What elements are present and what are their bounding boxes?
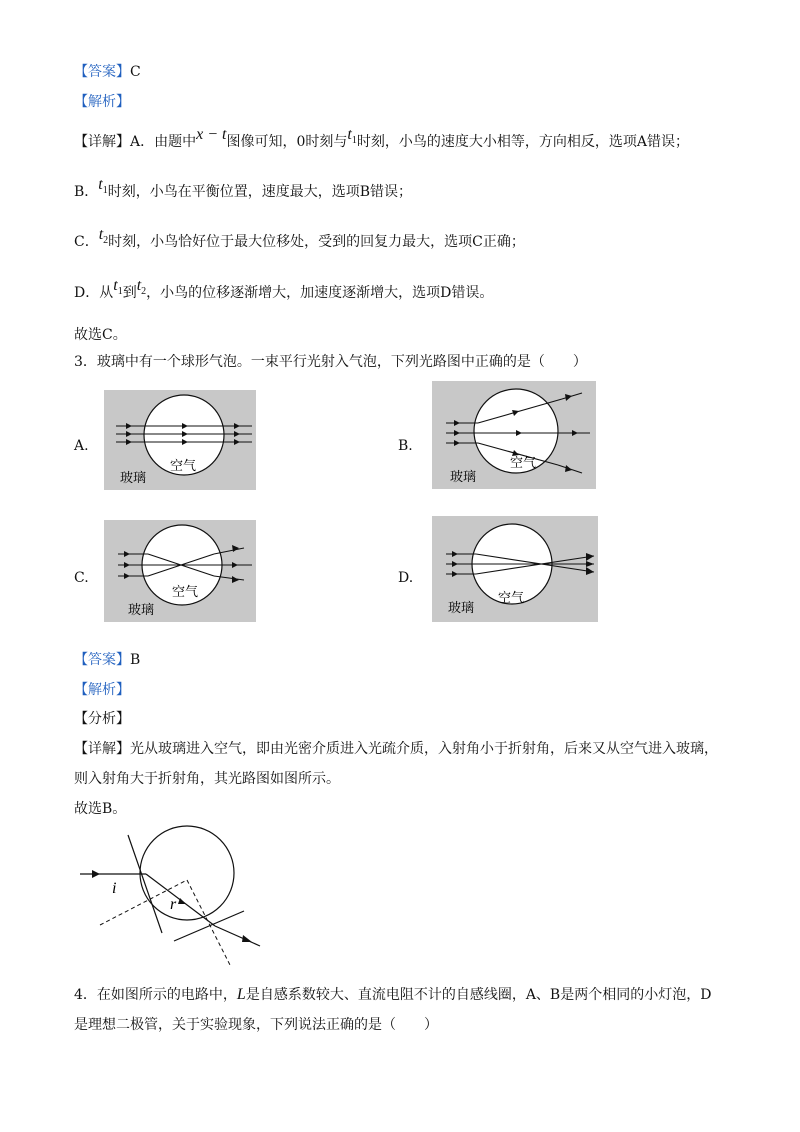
detail-tag: 【详解】 bbox=[74, 134, 130, 150]
t1-math: $t_1$ bbox=[347, 126, 357, 147]
option-b-label: B. bbox=[398, 438, 413, 454]
q3-fenxi-tag: 【分析】 bbox=[74, 711, 130, 727]
q2-analysis-tag: 【解析】 bbox=[74, 94, 130, 110]
tangent-line bbox=[128, 835, 162, 933]
glass-label: 玻璃 bbox=[120, 471, 147, 486]
arrowhead bbox=[242, 935, 252, 942]
answer-value: C bbox=[130, 64, 141, 80]
q2-detail-a bbox=[74, 126, 689, 158]
detail-c-text-2: 时刻，小鸟恰好位于最大位移处，受到的回复力最大，选项C正确； bbox=[108, 234, 525, 250]
emergent-ray bbox=[215, 926, 260, 946]
normal-line bbox=[187, 880, 230, 965]
glass-label: 玻璃 bbox=[128, 603, 155, 618]
option-d-diagram bbox=[432, 516, 598, 622]
detail-b-text-2: 时刻，小鸟在平衡位置，速度最大，选项B错误； bbox=[107, 184, 413, 200]
q3-analysis-tag: 【解析】 bbox=[74, 682, 130, 698]
detail-tag: 【详解】 bbox=[74, 741, 130, 757]
arrowheads bbox=[586, 553, 594, 575]
option-a-label: A. bbox=[74, 438, 89, 454]
answer-tag: 【答案】 bbox=[74, 64, 130, 80]
arrowhead bbox=[92, 870, 100, 878]
option-c-diagram bbox=[104, 520, 256, 622]
q2-detail-c bbox=[74, 226, 525, 258]
refraction-diagram bbox=[80, 825, 280, 975]
answer-tag: 【答案】 bbox=[74, 652, 130, 668]
air-label: 空气 bbox=[510, 456, 537, 471]
detail-a-text-3: 时刻，小鸟的速度大小相等，方向相反，选项A错误； bbox=[356, 134, 689, 150]
x-t-math: x − t bbox=[196, 126, 227, 143]
air-label: 空气 bbox=[498, 591, 525, 606]
angle-r-label: r bbox=[170, 896, 177, 913]
option-b-diagram bbox=[432, 381, 596, 489]
q3-detail-line1 bbox=[74, 739, 718, 759]
q3-conclusion: 故选B。 bbox=[74, 801, 127, 817]
answer-value: B bbox=[130, 652, 141, 668]
q4-text-2: 是自感系数较大、直流电阻不计的自感线圈，A、B是两个相同的小灯泡，D bbox=[245, 987, 712, 1003]
t1-math: $t_1$ bbox=[113, 277, 123, 298]
air-label: 空气 bbox=[172, 585, 199, 600]
q4-text-1: 4．在如图所示的电路中， bbox=[74, 987, 237, 1003]
angle-i-label: i bbox=[112, 880, 117, 897]
q3-answer-line bbox=[74, 650, 140, 670]
detail-d-text-3: ，小鸟的位移逐渐增大，加速度逐渐增大，选项D错误。 bbox=[146, 285, 494, 301]
q2-conclusion: 故选C。 bbox=[74, 327, 127, 343]
inductor-symbol: L bbox=[236, 986, 246, 1003]
arrowheads bbox=[234, 423, 240, 445]
tangent-line bbox=[174, 911, 244, 941]
q2-detail-d bbox=[74, 277, 494, 309]
detail-a-text-2: 图像可知，0时刻与 bbox=[226, 134, 348, 150]
q4-stem-line2: 是理想二极管，关于实验现象，下列说法正确的是（ ） bbox=[74, 1017, 438, 1033]
air-bubble bbox=[140, 826, 234, 920]
q2-answer-line bbox=[74, 62, 141, 82]
q3-stem: 3．玻璃中有一个球形气泡。一束平行光射入气泡，下列光路图中正确的是（ ） bbox=[74, 354, 587, 370]
glass-label: 玻璃 bbox=[448, 601, 475, 616]
glass-label: 玻璃 bbox=[450, 470, 477, 485]
option-d-label: D. bbox=[398, 570, 414, 586]
detail-d-text-1: D．从 bbox=[74, 285, 114, 301]
arrowheads bbox=[182, 423, 188, 445]
q3-detail-line2: 则入射角大于折射角，其光路图如图所示。 bbox=[74, 771, 340, 787]
detail-d-text-2: 到 bbox=[122, 285, 137, 301]
detail-a-text-1: A．由题中 bbox=[130, 134, 197, 150]
detail-c-text-1: C． bbox=[74, 234, 99, 250]
t1-math: $t_1$ bbox=[98, 176, 108, 197]
t2-math: $t_2$ bbox=[136, 277, 147, 298]
q4-stem-line1 bbox=[74, 985, 711, 1005]
t2-math: $t_2$ bbox=[98, 226, 109, 247]
air-label: 空气 bbox=[170, 459, 197, 474]
detail-text: 光从玻璃进入空气，即由光密介质进入光疏介质，入射角小于折射角，后来又从空气进入玻璃， bbox=[130, 741, 718, 757]
q2-detail-b bbox=[74, 176, 413, 208]
option-c-label: C. bbox=[74, 570, 89, 586]
option-a-diagram bbox=[104, 390, 256, 490]
arrowheads bbox=[126, 423, 132, 445]
detail-b-text-1: B． bbox=[74, 184, 99, 200]
